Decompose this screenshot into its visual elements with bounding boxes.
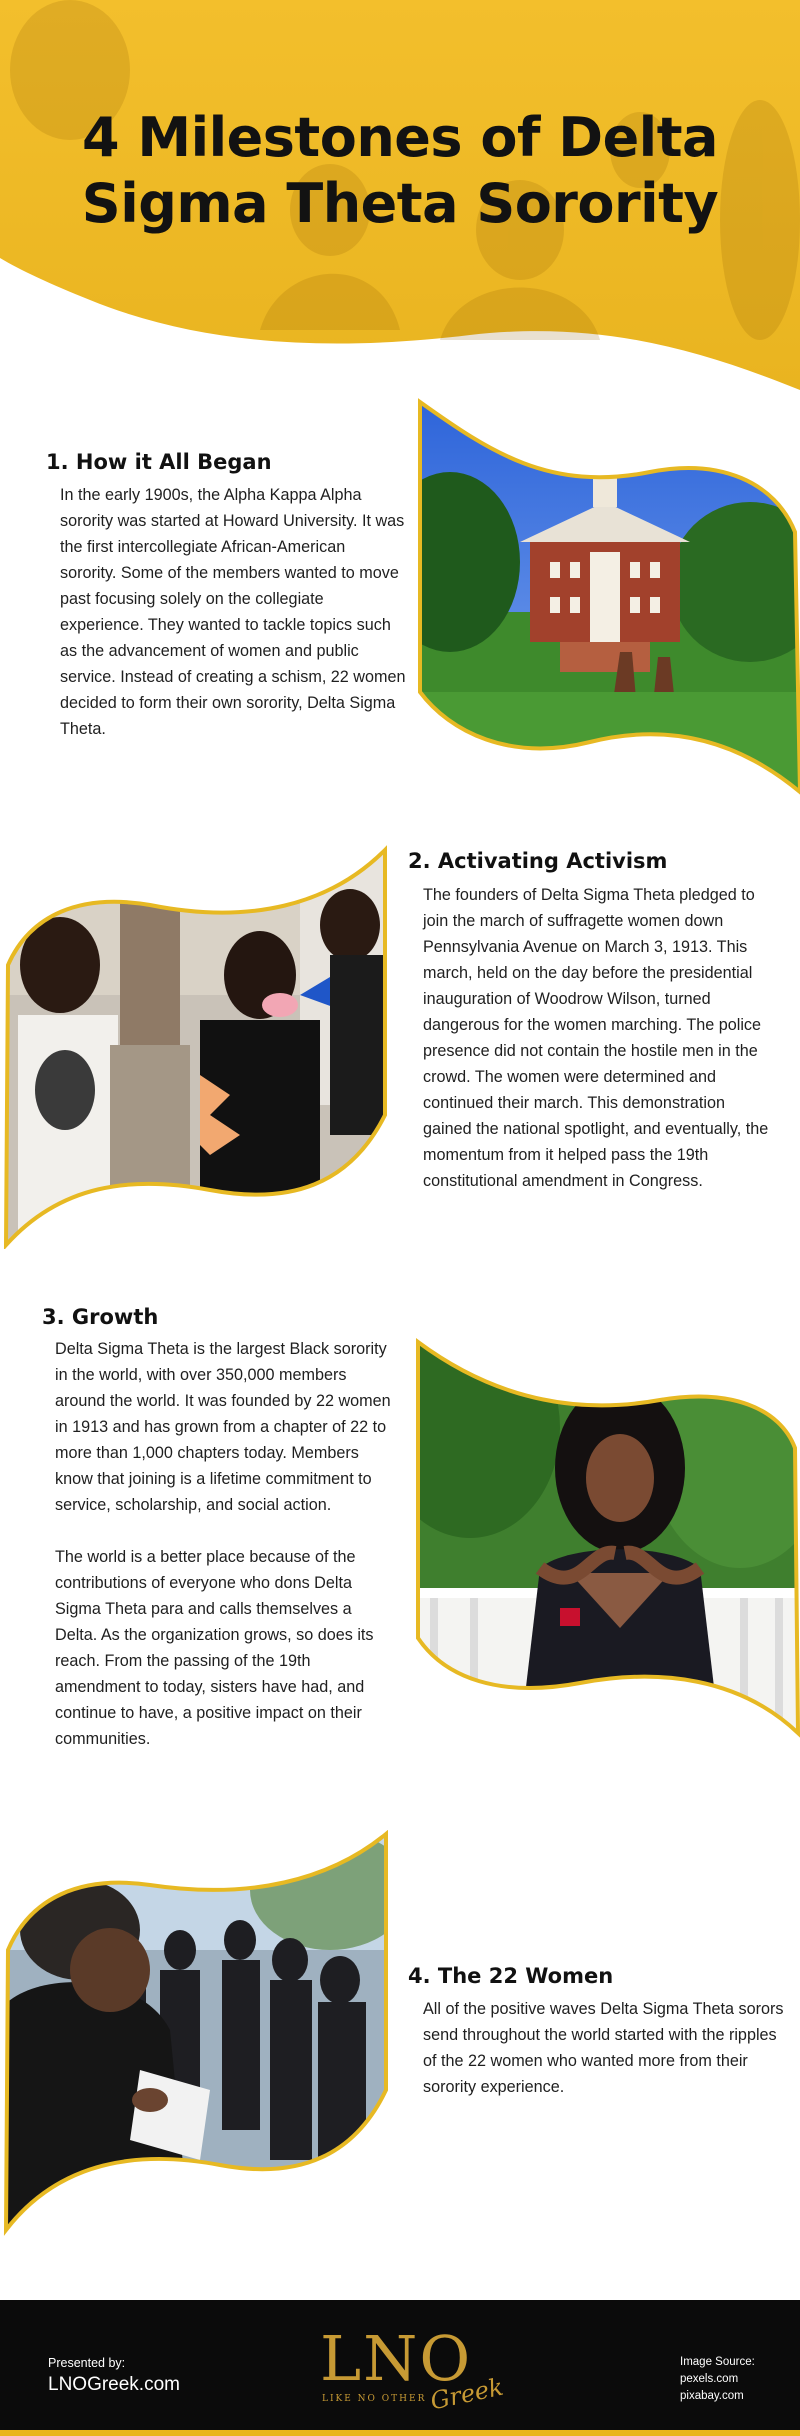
- section-4-paragraph: All of the positive waves Delta Sigma Theta sorors send throughout the world started with the ripples of the 22 women who wanted more from their sorority experience.: [423, 2000, 784, 2096]
- section-3-body: [55, 1336, 397, 1752]
- activism-march-photo: [0, 845, 392, 1249]
- section-1-paragraph: In the early 1900s, the Alpha Kappa Alpha sorority was started at Howard University. It was the first intercollegiate African-American sorority. Some of the members wanted to move past focusing solely on the collegiate experience. They wanted to tackle topics such as the advancement of women and public service. Instead of creating a schism, 22 women decided to form their own sorority, Delta Sigma Theta.: [60, 486, 406, 738]
- twenty-two-women-photo: [0, 1830, 392, 2236]
- title-line-2: Sigma Theta Sorority: [81, 172, 719, 235]
- member-portrait-photo: [410, 1338, 800, 1738]
- logo-script-word: Greek: [427, 2372, 506, 2416]
- section-4-body: [423, 1996, 789, 2100]
- image-source-label: Image Source:: [680, 2356, 755, 2368]
- lno-greek-logo[interactable]: [310, 2322, 506, 2418]
- section-3-heading: 3. Growth: [42, 1305, 159, 1329]
- logo-lettermark: LNO: [320, 2322, 473, 2395]
- section-2-paragraph: The founders of Delta Sigma Theta pledged to join the march of suffragette women down Pennsylvania Avenue on March 3, 1913. This march, held on the day before the presidential inauguration of Woodrow Wilson, turned dangerous for the women marching. The police presence did not contain the hostile men in the crowd. The women were determined and continued their march. This demonstration gained the national spotlight, and eventually, the momentum from it helped pass the 19th constitutional amendment in Congress.: [423, 886, 769, 1190]
- section-1-heading: 1. How it All Began: [46, 450, 272, 474]
- title-line-1: 4 Milestones of Delta: [82, 106, 718, 169]
- section-3-paragraph-1: Delta Sigma Theta is the largest Black sorority in the world, with over 350,000 members around the world. It was founded by 22 women in 1913 and has grown from a chapter of 22 to more than 1,000 chapters today. Members know that joining is a lifetime commitment to service, scholarship, and social action.: [55, 1340, 391, 1514]
- section-1-body: [60, 482, 406, 742]
- footer-gold-bar: [0, 2430, 800, 2436]
- howard-university-photo: [410, 392, 800, 798]
- page-title: [60, 105, 740, 237]
- logo-tagline: LIKE NO OTHER: [322, 2394, 427, 2404]
- section-4-heading: 4. The 22 Women: [408, 1964, 614, 1988]
- section-2-body: [423, 882, 769, 1194]
- footer: [0, 2300, 800, 2436]
- presented-by-label: Presented by:: [48, 2356, 126, 2370]
- header-banner: [0, 0, 800, 400]
- section-2-heading: 2. Activating Activism: [408, 849, 668, 873]
- presenter-website-link[interactable]: LNOGreek.com: [48, 2374, 180, 2395]
- section-3-paragraph-2: The world is a better place because of the contributions of everyone who dons Delta Sigma Theta para and calls themselves a Delta. As the organization grows, so does its reach. From the passing of the 19th amendment to today, sisters have had, and continue to have, a positive impact on their communities.: [55, 1548, 374, 1748]
- image-source-pexels: pexels.com: [680, 2373, 739, 2385]
- image-source-pixabay: pixabay.com: [680, 2390, 744, 2402]
